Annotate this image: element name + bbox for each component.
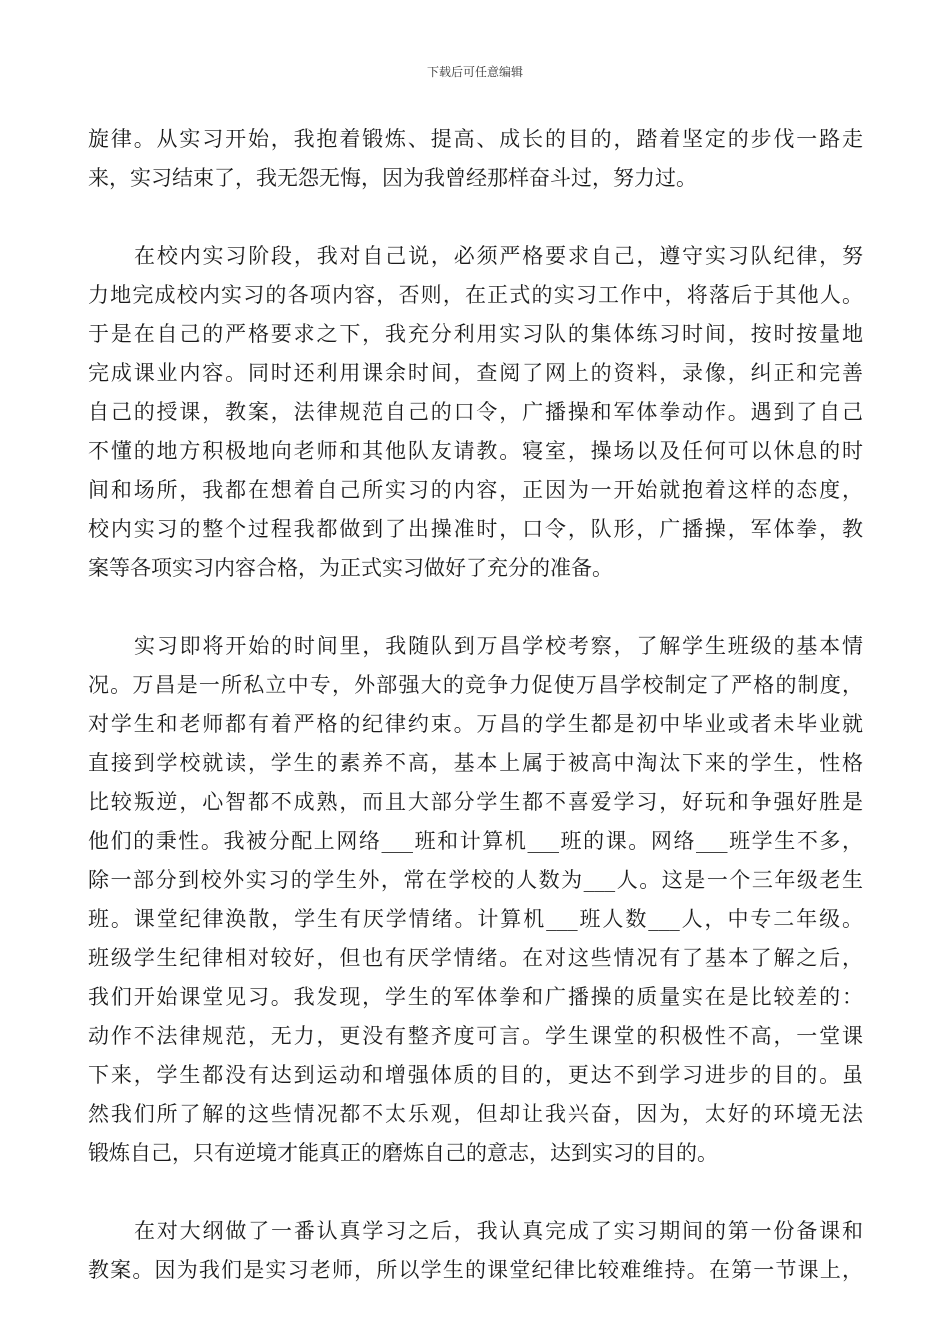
text-line: 实习即将开始的时间里，我随队到万昌学校考察，了解学生班级的基本情 bbox=[134, 634, 863, 658]
text-line: 在校内实习阶段，我对自己说，必须严格要求自己，遵守实习队纪律，努 bbox=[134, 244, 863, 268]
text-line: 在对大纲做了一番认真学习之后，我认真完成了实习期间的第一份备课和 bbox=[134, 1219, 863, 1243]
text-line: 不懂的地方积极地向老师和其他队友请教。寝室，操场以及任何可以休息的时 bbox=[88, 439, 863, 463]
document-body bbox=[88, 120, 863, 1290]
text-line: 于是在自己的严格要求之下，我充分利用实习队的集体练习时间，按时按量地 bbox=[88, 322, 863, 346]
paragraph bbox=[88, 1212, 863, 1290]
text-line: 间和场所，我都在想着自己所实习的内容，正因为一开始就抱着这样的态度， bbox=[88, 478, 863, 502]
text-line: 我们开始课堂见习。我发现，学生的军体拳和广播操的质量实在是比较差的： bbox=[88, 985, 863, 1009]
page-header: 下载后可任意编辑 bbox=[426, 65, 523, 79]
text-line: 完成课业内容。同时还利用课余时间，查阅了网上的资料，录像，纠正和完善 bbox=[88, 361, 863, 385]
text-line: 教案。因为我们是实习老师，所以学生的课堂纪律比较难维持。在第一节课上， bbox=[88, 1258, 863, 1282]
text-line: 动作不法律规范，无力，更没有整齐度可言。学生课堂的积极性不高，一堂课 bbox=[88, 1024, 863, 1048]
text-line: 下来，学生都没有达到运动和增强体质的目的，更达不到学习进步的目的。虽 bbox=[88, 1063, 863, 1087]
paragraph bbox=[88, 237, 863, 588]
text-line: 锻炼自己，只有逆境才能真正的磨炼自己的意志，达到实习的目的。 bbox=[88, 1141, 718, 1165]
text-line: 自己的授课，教案，法律规范自己的口令，广播操和军体拳动作。遇到了自己 bbox=[88, 400, 863, 424]
paragraph bbox=[88, 627, 863, 1173]
text-line: 班级学生纪律相对较好，但也有厌学情绪。在对这些情况有了基本了解之后， bbox=[88, 946, 863, 970]
text-line: 然我们所了解的这些情况都不太乐观，但却让我兴奋，因为，太好的环境无法 bbox=[88, 1102, 863, 1126]
text-line: 直接到学校就读，学生的素养不高，基本上属于被高中淘汰下来的学生，性格 bbox=[88, 751, 863, 775]
text-line: 旋律。从实习开始，我抱着锻炼、提高、成长的目的，踏着坚定的步伐一路走 bbox=[88, 127, 863, 151]
text-line: 校内实习的整个过程我都做到了出操准时，口令，队形，广播操，军体拳，教 bbox=[88, 517, 863, 541]
text-line: 来，实习结束了，我无怨无悔，因为我曾经那样奋斗过，努力过。 bbox=[88, 166, 697, 190]
text-line: 比较叛逆，心智都不成熟，而且大部分学生都不喜爱学习，好玩和争强好胜是 bbox=[88, 790, 863, 814]
text-line: 除一部分到校外实习的学生外，常在学校的人数为___人。这是一个三年级老生 bbox=[88, 868, 863, 892]
text-line: 对学生和老师都有着严格的纪律约束。万昌的学生都是初中毕业或者未毕业就 bbox=[88, 712, 863, 736]
text-line: 班。课堂纪律涣散，学生有厌学情绪。计算机___班人数___人，中专二年级。 bbox=[88, 907, 863, 931]
text-line: 案等各项实习内容合格，为正式实习做好了充分的准备。 bbox=[88, 556, 613, 580]
text-line: 况。万昌是一所私立中专，外部强大的竞争力促使万昌学校制定了严格的制度， bbox=[88, 673, 863, 697]
text-line: 他们的秉性。我被分配上网络___班和计算机___班的课。网络___班学生不多， bbox=[88, 829, 863, 853]
paragraph bbox=[88, 120, 863, 198]
text-line: 力地完成校内实习的各项内容，否则，在正式的实习工作中，将落后于其他人。 bbox=[88, 283, 863, 307]
